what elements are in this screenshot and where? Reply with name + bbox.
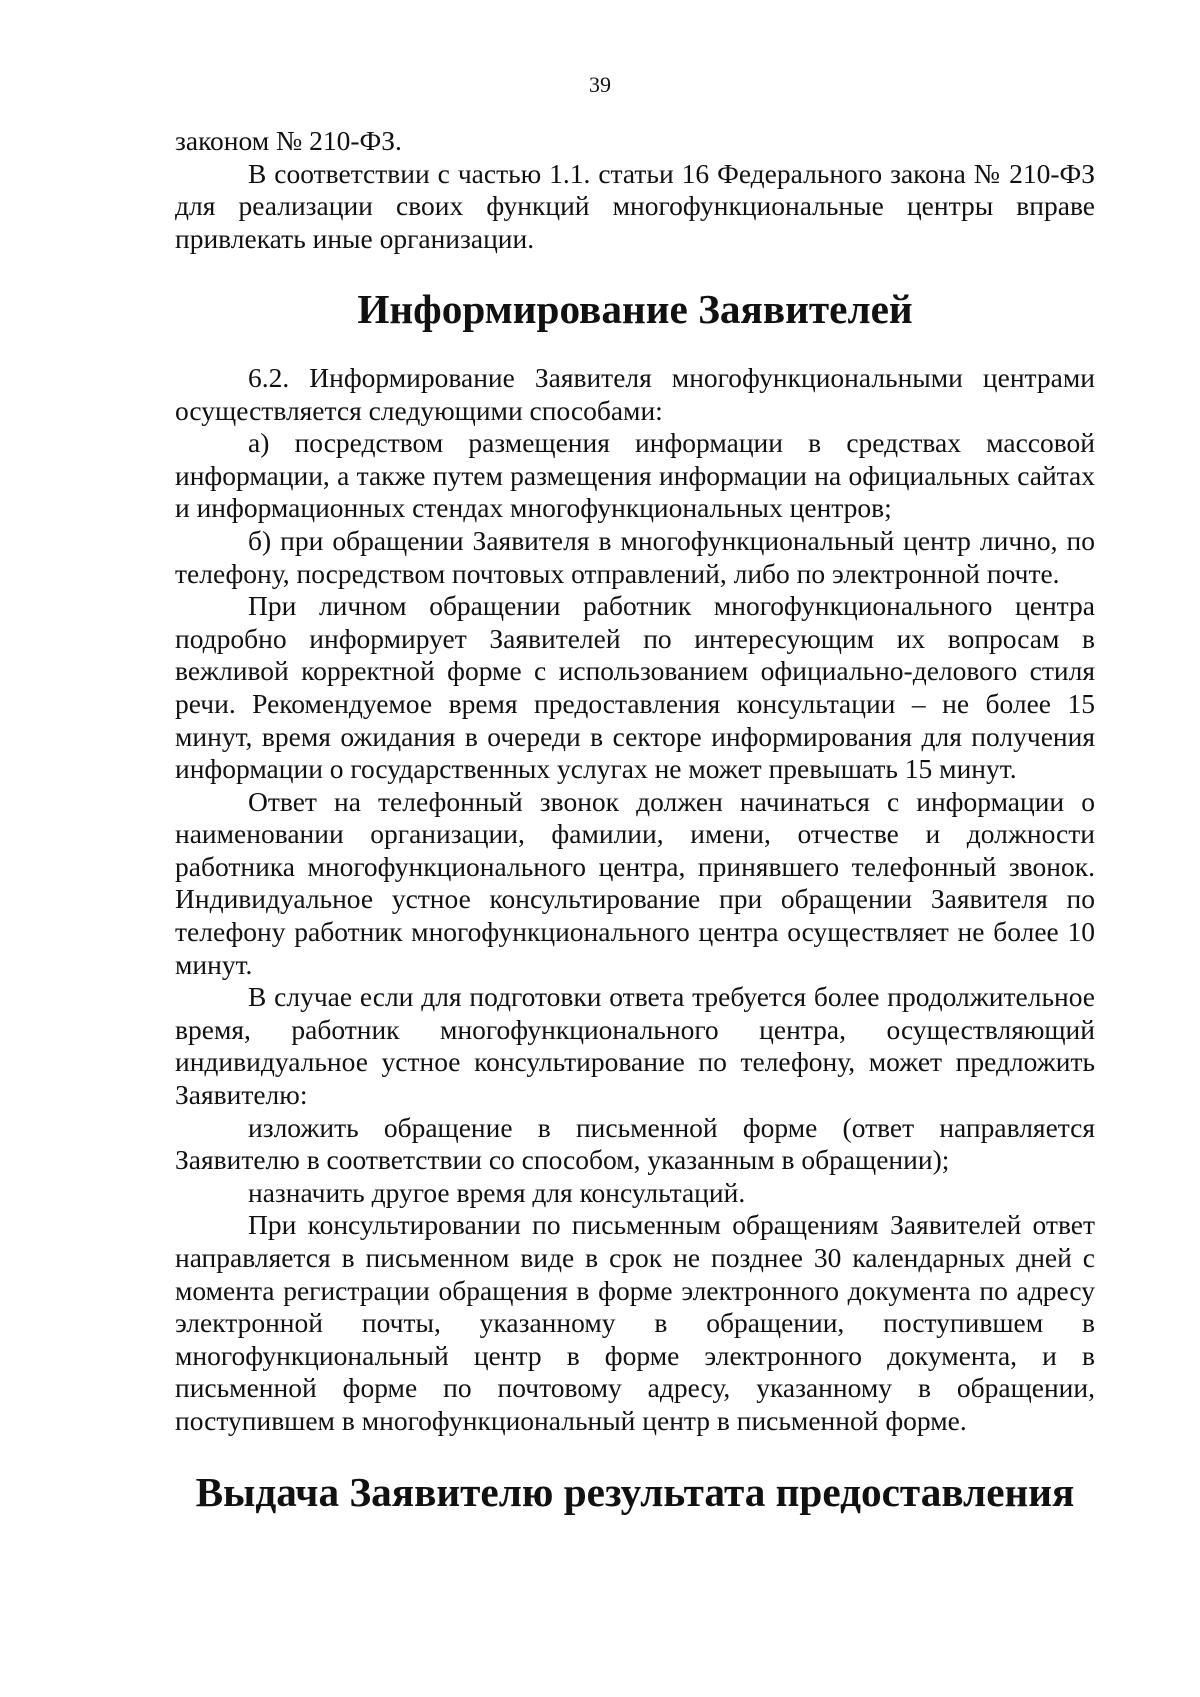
paragraph-item-b: б) при обращении Заявителя в многофункциональный центр лично, по телефону, посредством почтовых отправлений, либо по электронной почте.: [175, 524, 1095, 589]
paragraph-intro: В соответствии с частью 1.1. статьи 16 Федерального закона № 210-ФЗ для реализации своих функций многофункциональные центры вправе привлекать иные организации.: [175, 157, 1095, 254]
document-body: [175, 125, 1095, 1515]
paragraph-intro-tail: законом № 210-ФЗ.: [175, 125, 402, 156]
paragraph-written-requests: При консультировании по письменным обращениям Заявителей ответ направляется в письменном виде в срок не позднее 30 календарных дней с момента регистрации обращения в форме электронного документа по адресу электронной почты, указанному в обращении, поступившем в многофункциональный центр в форме электронного документа, и в письменной форме по почтовому адресу, указанному в обращении, поступившем в многофункциональный центр в письменной форме.: [175, 1209, 1095, 1436]
paragraph-phone-call: Ответ на телефонный звонок должен начинаться с информации о наименовании организации, фамилии, имени, отчестве и должности работника многофункционального центра, принявшего телефонный звонок. Индивидуальное устное консультирование при обращении Заявителя по телефону работник многофункционального центра осуществляет не более 10 минут.: [175, 785, 1095, 980]
paragraph-longer-time: В случае если для подготовки ответа требуется более продолжительное время, работник многофункционального центра, осуществляющий индивидуальное устное консультирование по телефону, может предложить Заявителю:: [175, 981, 1095, 1111]
page-number: 39: [589, 72, 611, 97]
paragraph-option-reschedule: назначить другое время для консультаций.: [248, 1176, 746, 1208]
paragraph-personal-visit: При личном обращении работник многофункционального центра подробно информирует Заявителей по интересующим их вопросам в вежливой корректной форме с использованием официально-делового стиля речи. Рекомендуемое время предоставления консультации – не более 15 минут, время ожидания в очереди в секторе информирования для получения информации о государственных услугах не может превышать 15 минут.: [175, 590, 1095, 785]
section-heading-result-delivery: Выдача Заявителю результата предоставления: [195, 1468, 1075, 1515]
paragraph-6-2: 6.2. Информирование Заявителя многофункциональными центрами осуществляется следующими способами:: [175, 361, 1095, 426]
section-heading-informing: Информирование Заявителей: [357, 286, 913, 333]
paragraph-item-a: а) посредством размещения информации в средствах массовой информации, а также путем размещения информации на официальных сайтах и информационных стендах многофункциональных центров;: [175, 427, 1095, 524]
paragraph-option-written: изложить обращение в письменной форме (ответ направляется Заявителю в соответствии со способом, указанным в обращении);: [175, 1111, 1095, 1176]
